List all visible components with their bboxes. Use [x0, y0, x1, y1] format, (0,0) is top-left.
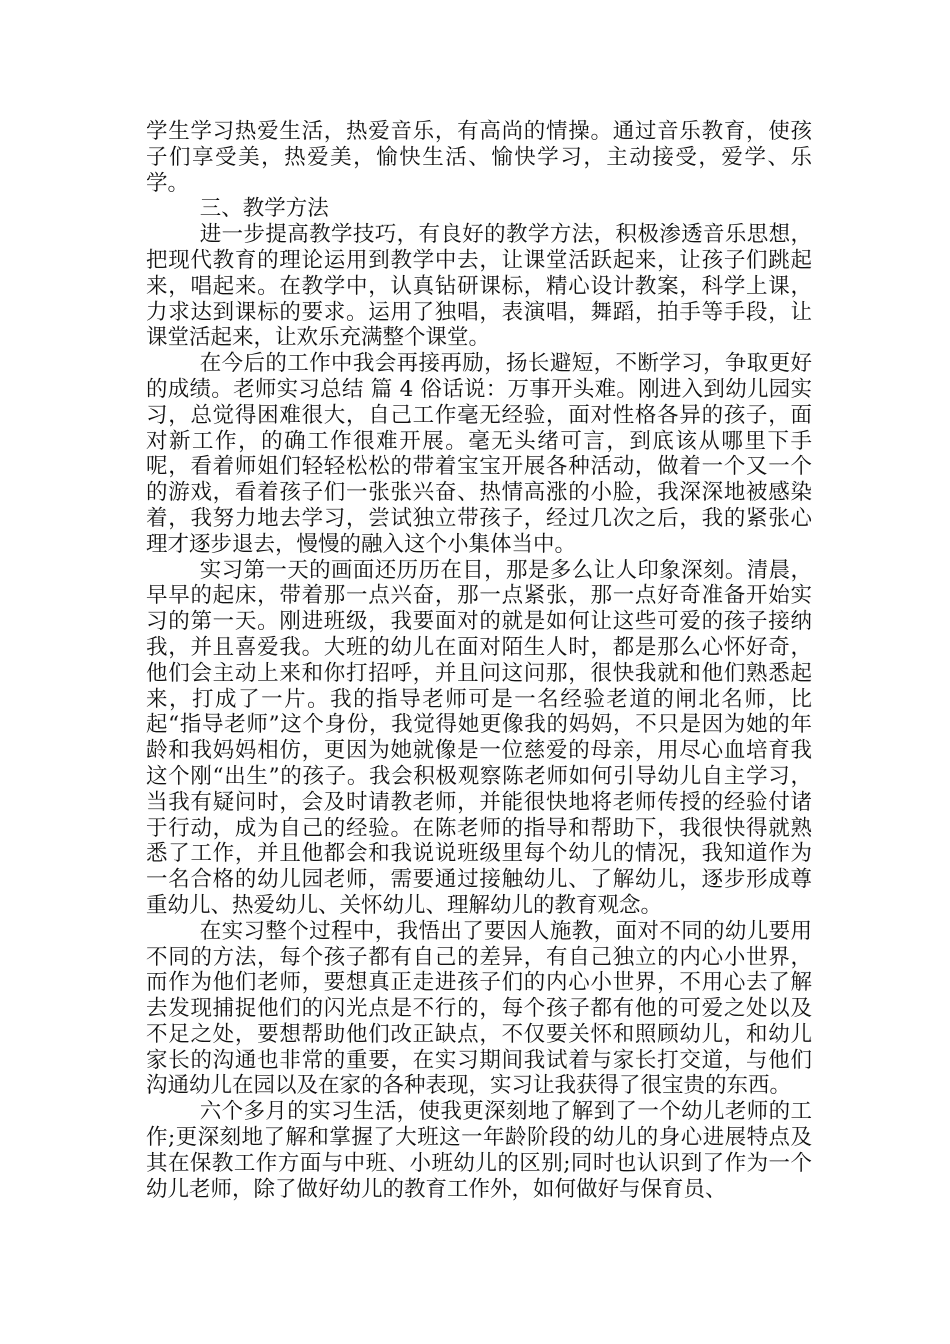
- paragraph-six-months: 六个多月的实习生活，使我更深刻地了解到了一个幼儿老师的工作;更深刻地了解和掌握了大班这一年龄阶段的幼儿的身心进展特点及其在保教工作方面与中班、小班幼儿的区别;同时也认识到了作为一个幼儿老师，除了做好幼儿的教育工作外，如何做好与保育员、: [146, 1099, 812, 1202]
- paragraph-future-work: 在今后的工作中我会再接再励，扬长避短，不断学习，争取更好的成绩。老师实习总结 篇 4 俗话说：万事开头难。刚进入到幼儿园实习，总觉得困难很大，自己工作毫无经验，面对性格各异的孩子，面对新工作，的确工作很难开展。毫无头绪可言，到底该从哪里下手呢，看着师姐们轻轻松松的带着宝宝开展各种活动，做着一个又一个的游戏，看着孩子们一张张兴奋、热情高涨的小脸，我深深地被感染着，我努力地去学习，尝试独立带孩子，经过几次之后，我的紧张心理才逐步退去，慢慢的融入这个小集体当中。: [146, 351, 812, 557]
- paragraph-teaching-methods: 进一步提高教学技巧，有良好的教学方法，积极渗透音乐思想，把现代教育的理论运用到教学中去，让课堂活跃起来，让孩子们跳起来，唱起来。在教学中，认真钻研课标，精心设计教案，科学上课，力求达到课标的要求。运用了独唱，表演唱，舞蹈，拍手等手段，让课堂活起来，让欢乐充满整个课堂。: [146, 222, 812, 351]
- paragraph-continuation: 学生学习热爱生活，热爱音乐，有高尚的情操。通过音乐教育，使孩子们享受美，热爱美，愉快生活、愉快学习，主动接受，爱学、乐学。: [146, 119, 812, 196]
- paragraph-first-day: 实习第一天的画面还历历在目，那是多么让人印象深刻。清晨，早早的起床，带着那一点兴奋，那一点紧张，那一点好奇准备开始实习的第一天。刚进班级，我要面对的就是如何让这些可爱的孩子接纳我，并且喜爱我。大班的幼儿在面对陌生人时，都是那么心怀好奇，他们会主动上来和你打招呼，并且问这问那，很快我就和他们熟悉起来，打成了一片。我的指导老师可是一名经验老道的闸北名师，比起“指导老师”这个身份，我觉得她更像我的妈妈，不只是因为她的年龄和我妈妈相仿，更因为她就像是一位慈爱的母亲，用尽心血培育我这个刚“出生”的孩子。我会积极观察陈老师如何引导幼儿自主学习，当我有疑问时，会及时请教老师，并能很快地将老师传授的经验付诸于行动，成为自己的经验。在陈老师的指导和帮助下，我很快得就熟悉了工作，并且他都会和我说说班级里每个幼儿的情况，我知道作为一名合格的幼儿园老师，需要通过接触幼儿、了解幼儿，逐步形成尊重幼儿、热爱幼儿、关怀幼儿、理解幼儿的教育观念。: [146, 557, 812, 918]
- paragraph-teaching-by-individual: 在实习整个过程中，我悟出了要因人施教，面对不同的幼儿要用不同的方法，每个孩子都有自己的差异，有自己独立的内心小世界，而作为他们老师，要想真正走进孩子们的内心小世界，不用心去了解去发现捕捉他们的闪光点是不行的，每个孩子都有他的可爱之处以及不足之处，要想帮助他们改正缺点，不仅要关怀和照顾幼儿，和幼儿家长的沟通也非常的重要，在实习期间我试着与家长打交道，与他们沟通幼儿在园以及在家的各种表现，实习让我获得了很宝贵的东西。: [146, 918, 812, 1099]
- section-heading-teaching-methods: 三、教学方法: [199, 196, 329, 222]
- document-body: [146, 119, 812, 1202]
